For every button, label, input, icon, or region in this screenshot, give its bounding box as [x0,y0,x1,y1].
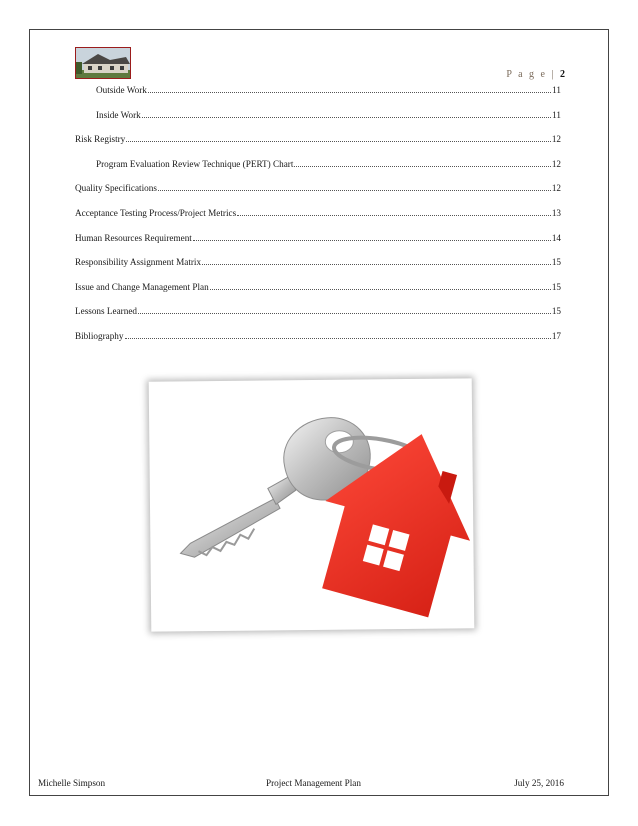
page-footer [38,776,564,790]
toc-entry-label: Program Evaluation Review Technique (PERT) Chart [96,158,294,169]
toc-dot-leader [158,181,551,191]
toc-entry-label: Quality Specifications [75,183,157,194]
toc-entry-label: Outside Work [96,85,147,95]
toc-dot-leader [193,231,551,241]
toc-entry-label: Bibliography [75,331,124,341]
toc-entry-label: Responsibility Assignment Matrix [75,257,202,268]
toc-entry-label: Acceptance Testing Process/Project Metrics [75,208,237,218]
toc-entry[interactable] [75,132,561,146]
toc-entry[interactable] [96,83,561,97]
toc-entry-page: 15 [551,306,561,317]
toc-entry-label: Lessons Learned [75,306,137,317]
toc-entry[interactable] [96,157,561,171]
toc-dot-leader [142,108,551,118]
page-number: 2 [560,69,565,80]
toc-entry-label: Risk Registry [75,134,126,145]
house-key-image [149,378,475,631]
toc-entry[interactable] [75,231,561,245]
toc-entry-page: 13 [551,208,561,218]
toc-entry[interactable] [75,255,561,269]
toc-entry-page: 12 [551,158,561,169]
footer-document-title: Project Management Plan [266,778,361,788]
toc-entry[interactable] [75,280,561,294]
toc-dot-leader [126,132,551,142]
footer-date: July 25, 2016 [514,778,564,788]
toc-entry[interactable] [75,181,561,195]
toc-entry[interactable] [75,304,561,318]
toc-dot-leader [202,255,551,265]
footer-author: Michelle Simpson [38,778,106,788]
toc-entry[interactable] [75,329,561,343]
toc-entry-label: Issue and Change Management Plan [75,281,209,292]
toc-entry[interactable] [96,108,561,122]
toc-entry-page: 17 [551,331,561,341]
toc-entry-page: 15 [551,257,561,268]
toc-dot-leader [138,304,551,314]
toc-entry-page: 11 [552,85,561,95]
toc-dot-leader [125,329,551,339]
toc-entry-page: 12 [551,183,561,194]
toc-entry-page: 11 [552,109,561,120]
toc-entry[interactable] [75,206,561,220]
toc-dot-leader [237,206,551,216]
toc-entry-label: Inside Work [96,109,141,120]
page-number-header [506,69,565,80]
page-label: P a g e | [506,69,556,80]
toc-dot-leader [294,157,550,167]
toc-entry-page: 12 [551,134,561,145]
house-photo-thumbnail [75,47,131,79]
toc-entry-page: 14 [551,232,561,243]
toc-entry-page: 15 [551,281,561,292]
toc-entry-label: Human Resources Requirement [75,232,192,243]
toc-dot-leader [210,280,551,290]
toc-dot-leader [148,83,551,93]
